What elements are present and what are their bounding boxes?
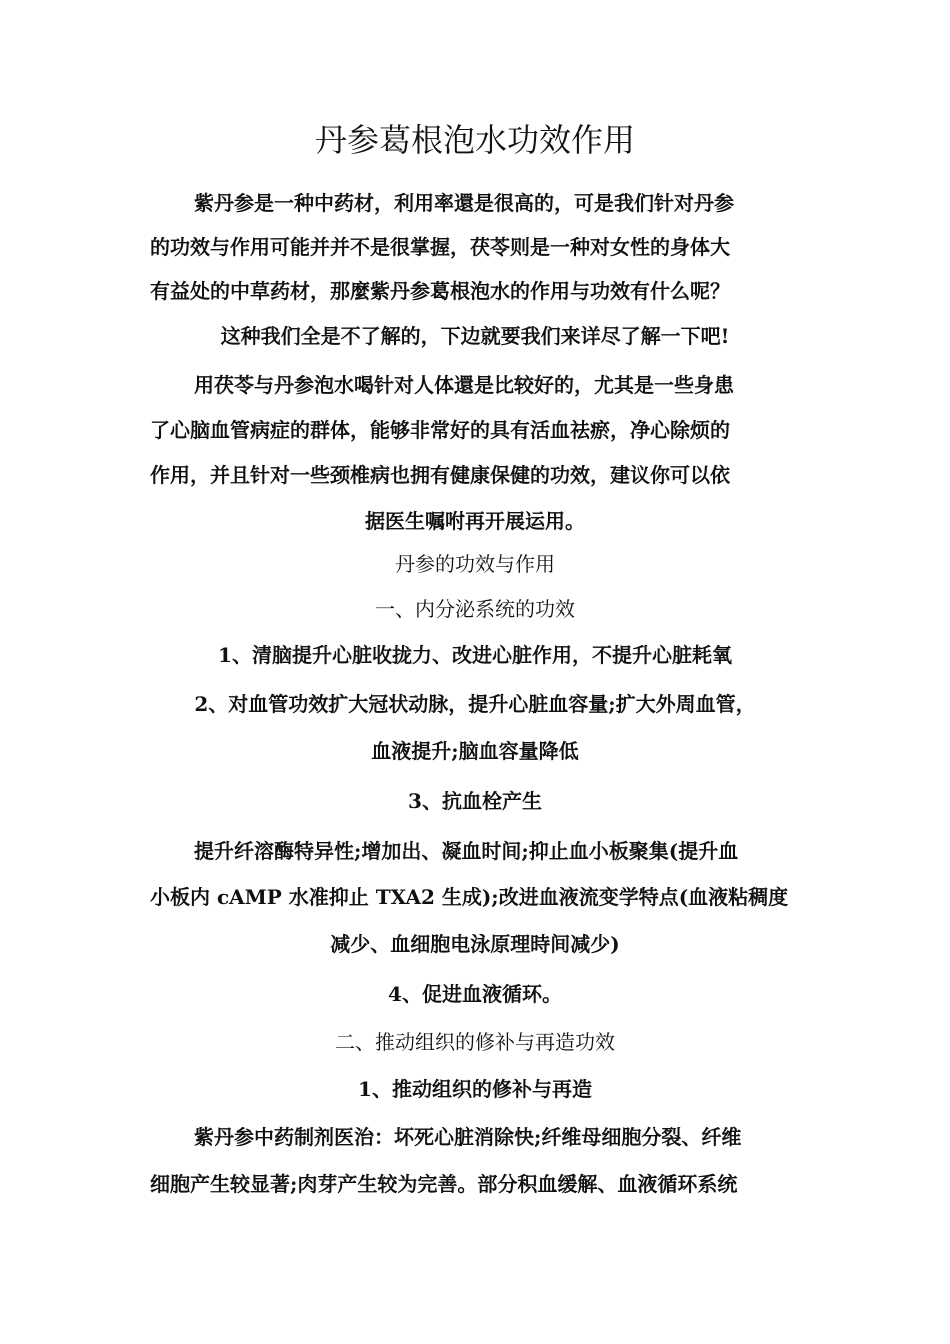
paragraph-line: 紫丹参中药制剂医治：坏死心脏消除快;纤维母细胞分裂、纤维 — [194, 1125, 742, 1149]
paragraph-line: 小板内 cAMP 水准抑止 TXA2 生成);改进血液流变学特点(血液粘稠度 — [150, 885, 789, 909]
section-heading: 一、内分泌系统的功效 — [375, 597, 575, 621]
paragraph-line: 提升纤溶酶特异性;增加出、凝血时间;抑止血小板聚集(提升血 — [194, 839, 739, 863]
paragraph-line: 这种我们全是不了解的，下边就要我们来详尽了解一下吧! — [220, 324, 730, 348]
list-item: 1、清脑提升心脏收拢力、改进心脏作用，不提升心脏耗氧 — [218, 643, 732, 667]
paragraph-line: 紫丹参是一种中药材，利用率還是很高的，可是我们针对丹参 — [194, 191, 734, 215]
section-heading: 丹参的功效与作用 — [395, 552, 555, 576]
list-item: 3、抗血栓产生 — [408, 789, 542, 813]
list-item: 4、促进血液循环。 — [388, 982, 562, 1006]
paragraph-line: 了心脑血管病症的群体，能够非常好的具有活血祛瘀，净心除烦的 — [150, 418, 730, 442]
paragraph-line: 据医生嘱咐再开展运用。 — [365, 509, 585, 533]
document-title: 丹参葛根泡水功效作用 — [314, 121, 635, 159]
list-item: 血液提升;脑血容量降低 — [371, 739, 579, 763]
paragraph-line: 有益处的中草药材，那麼紫丹参葛根泡水的作用与功效有什么呢？ — [150, 279, 730, 303]
list-item: 2、对血管功效扩大冠状动脉，提升心脏血容量;扩大外周血管， — [194, 692, 756, 716]
paragraph-line: 细胞产生较显著;肉芽产生较为完善。部分积血缓解、血液循环系统 — [150, 1172, 738, 1196]
paragraph-line: 减少、血细胞电泳原理時间减少) — [330, 932, 620, 956]
list-item: 1、推动组织的修补与再造 — [358, 1077, 592, 1101]
paragraph-line: 用茯苓与丹参泡水喝针对人体還是比较好的，尤其是一些身患 — [194, 373, 734, 397]
section-heading: 二、推动组织的修补与再造功效 — [335, 1030, 615, 1054]
paragraph-line: 作用，并且针对一些颈椎病也拥有健康保健的功效，建议你可以依 — [150, 463, 730, 487]
paragraph-line: 的功效与作用可能并并不是很掌握，茯苓则是一种对女性的身体大 — [150, 235, 730, 259]
